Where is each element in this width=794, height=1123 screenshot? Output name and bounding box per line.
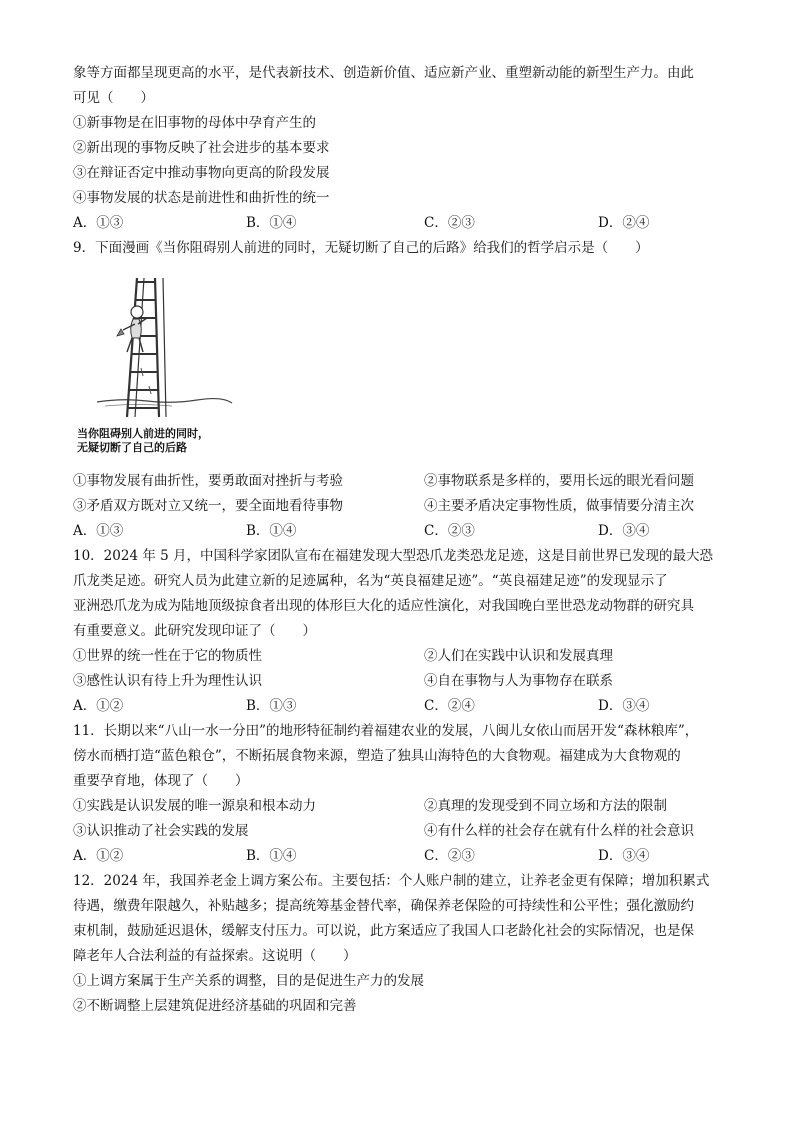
intro-line-1: 象等方面都呈现更高的水平，是代表新技术、创造新价值、适应新产业、重塑新动能的新型生产力。由此 [73, 65, 694, 81]
q10-choice-a: A．①② [73, 698, 124, 714]
q10-line-4: 有重要意义。此研究发现印证了（ ） [73, 623, 316, 639]
q10-line-3: 亚洲恐爪龙为成为陆地顶级掠食者出现的体形巨大化的适应性演化，对我国晚白垩世恐龙动物群的研究具 [73, 598, 694, 614]
q10-choice-c: C．②④ [424, 698, 475, 714]
q9-choice-a: A．①③ [73, 523, 124, 539]
ladder-cartoon [77, 272, 237, 458]
q11-option-2: ②真理的发现受到不同立场和方法的限制 [424, 798, 667, 814]
q11-choice-b: B．①④ [246, 848, 297, 864]
q11-option-4: ④有什么样的社会存在就有什么样的社会意识 [424, 823, 694, 839]
q12-line-3: 束机制，鼓励延迟退休，缓解支付压力。可以说，此方案适应了我国人口老龄化社会的实际情况，也是保 [73, 923, 694, 939]
q12-line-4: 障老年人合法利益的有益探索。这说明（ ） [73, 948, 357, 964]
q10-line-1: 10．2024 年 5 月，中国科学家团队宣布在福建发现大型恐爪龙类恐龙足迹，这是目前世界已发现的最大恐 [73, 548, 713, 564]
q11-line-2: 傍水而栖打造“蓝色粮仓”，不断拓展食物来源，塑造了独具山海特色的大食物观。福建成为大食物观的 [73, 748, 681, 764]
q11-option-1: ①实践是认识发展的唯一源泉和根本动力 [73, 798, 316, 814]
q9-choice-c: C．②③ [424, 523, 475, 539]
q11-choice-a: A．①② [73, 848, 124, 864]
q11-choice-d: D．③④ [598, 848, 650, 864]
intro-item-4: ④事物发展的状态是前进性和曲折性的统一 [73, 190, 330, 206]
q9-stem: 9．下面漫画《当你阻碍别人前进的同时，无疑切断了自己的后路》给我们的哲学启示是（ ） [73, 240, 649, 256]
cartoon-caption-2: 无疑切断了自己的后路 [77, 441, 187, 454]
q9-option-1: ①事物发展有曲折性，要勇敢面对挫折与考验 [73, 473, 343, 489]
q9-option-3: ③矛盾双方既对立又统一，要全面地看待事物 [73, 498, 343, 514]
q12-option-1: ①上调方案属于生产关系的调整，目的是促进生产力的发展 [73, 973, 424, 989]
intro-choice-b: B．①④ [246, 215, 297, 231]
q10-choice-b: B．①③ [246, 698, 297, 714]
intro-choice-c: C．②③ [424, 215, 475, 231]
intro-choice-a: A．①③ [73, 215, 124, 231]
q12-line-2: 待遇，缴费年限越久，补贴越多；提高统筹基金替代率，确保养老保险的可持续性和公平性；强化激励约 [73, 898, 694, 914]
intro-item-3: ③在辩证否定中推动事物向更高的阶段发展 [73, 165, 330, 181]
q11-line-3: 重要孕育地，体现了（ ） [73, 773, 249, 789]
cartoon-caption-1: 当你阻碍别人前进的同时， [77, 427, 209, 440]
q11-choice-c: C．②③ [424, 848, 475, 864]
q11-option-3: ③认识推动了社会实践的发展 [73, 823, 249, 839]
q10-option-3: ③感性认识有待上升为理性认识 [73, 673, 262, 689]
q10-option-2: ②人们在实践中认识和发展真理 [424, 648, 613, 664]
q9-choice-b: B．①④ [246, 523, 297, 539]
q11-line-1: 11．长期以来“八山一水一分田”的地形特征制约着福建农业的发展，八闽儿女依山而居开发“森林粮库”， [73, 723, 699, 739]
q10-line-2: 爪龙类足迹。研究人员为此建立新的足迹属种，名为“英良福建足迹”。“英良福建足迹”的发现显示了 [73, 573, 668, 589]
q9-option-4: ④主要矛盾决定事物性质，做事情要分清主次 [424, 498, 694, 514]
q10-option-1: ①世界的统一性在于它的物质性 [73, 648, 262, 664]
q9-choice-d: D．③④ [598, 523, 650, 539]
intro-item-1: ①新事物是在旧事物的母体中孕育产生的 [73, 115, 316, 131]
q10-choice-d: D．③④ [598, 698, 650, 714]
intro-choice-d: D．②④ [598, 215, 650, 231]
q12-option-2: ②不断调整上层建筑促进经济基础的巩固和完善 [73, 998, 357, 1014]
q12-line-1: 12．2024 年，我国养老金上调方案公布。主要包括：个人账户制的建立，让养老金更有保障；增加积累式 [73, 873, 710, 889]
q9-option-2: ②事物联系是多样的，要用长远的眼光看问题 [424, 473, 694, 489]
q10-option-4: ④自在事物与人为事物存在联系 [424, 673, 613, 689]
intro-line-2: 可见（ ） [73, 90, 154, 106]
intro-item-2: ②新出现的事物反映了社会进步的基本要求 [73, 140, 330, 156]
